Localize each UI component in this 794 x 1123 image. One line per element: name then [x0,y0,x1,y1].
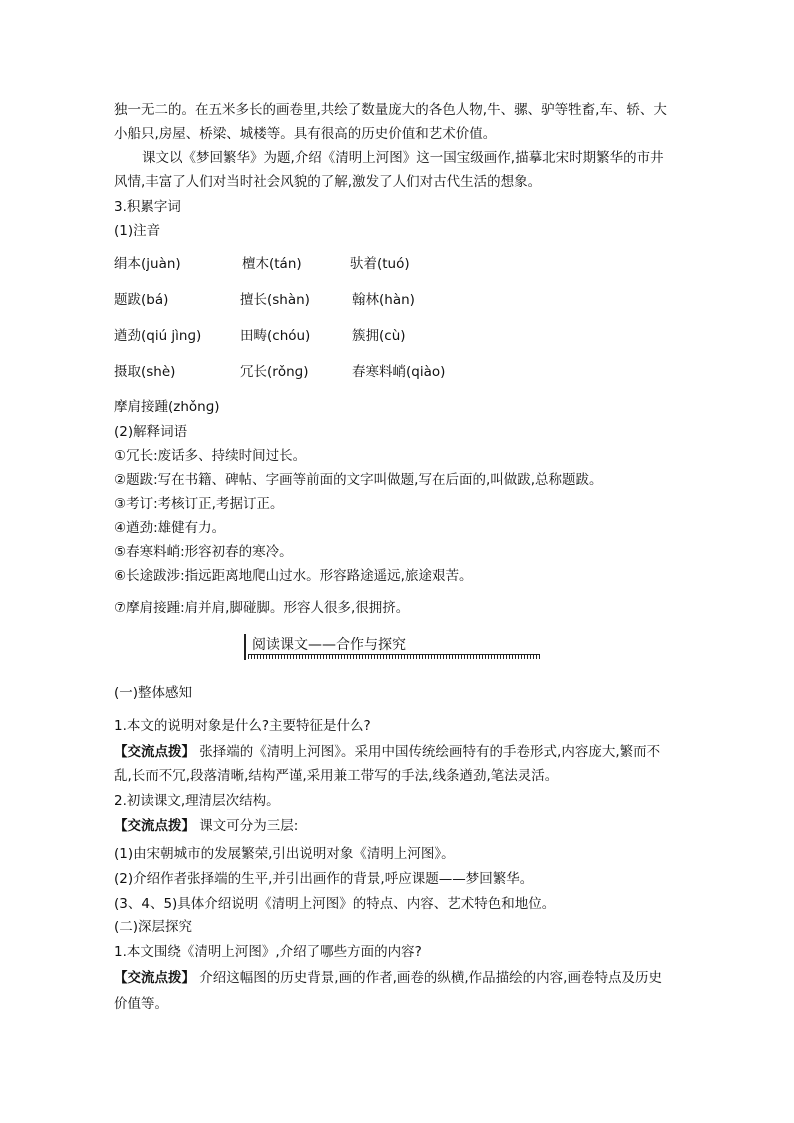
subsection-heading: (2)解释词语 [114,424,188,440]
structure-item: (3、4、5)具体介绍说明《清明上河图》的特点、内容、艺术特色和地位。 [114,896,556,912]
vocab-item: 檀木(tán) [242,256,302,272]
explanation-item: ⑤春寒料峭:形容初春的寒冷。 [114,544,293,560]
vocab-item: 冗长(rǒnɡ) [240,364,309,380]
section-heading: 3.积累字词 [114,199,181,215]
vocab-item: 遒劲(qiú jìnɡ) [114,328,202,344]
structure-item: (1)由宋朝城市的发展繁荣,引出说明对象《清明上河图》。 [114,846,455,862]
answer-line: 价值等。 [114,996,168,1012]
paragraph-line: 独一无二的。在五米多长的画卷里,共绘了数量庞大的各色人物,牛、骡、驴等牲畜,车、轿、大 [114,102,667,118]
answer-line: 乱,长而不冗,段落清晰,结构严谨,采用兼工带写的手法,线条遒劲,笔法灵活。 [114,768,559,784]
question: 1.本文的说明对象是什么?主要特征是什么? [114,718,371,734]
banner-underline [248,654,540,659]
explanation-item: ⑦摩肩接踵:肩并肩,脚碰脚。形容人很多,很拥挤。 [114,600,410,616]
discussion-tag: 【交流点拨】 [114,744,195,760]
discussion-tag: 【交流点拨】 [114,818,195,834]
question: 1.本文围绕《清明上河图》,介绍了哪些方面的内容? [114,944,422,960]
question: 2.初读课文,理清层次结构。 [114,793,280,809]
vocab-item: 翰林(hàn) [352,292,415,308]
answer-line [114,816,298,836]
vocab-item: 摩肩接踵(zhǒnɡ) [114,399,220,415]
explanation-item: ②题跋:写在书籍、碑帖、字画等前面的文字叫做题,写在后面的,叫做跋,总称题跋。 [114,472,603,488]
structure-item: (2)介绍作者张择端的生平,并引出画作的背景,呼应课题——梦回繁华。 [114,871,534,887]
subsection-heading: (1)注音 [114,223,161,239]
discussion-tag: 【交流点拨】 [114,970,195,986]
answer-text: 张择端的《清明上河图》。采用中国传统绘画特有的手卷形式,内容庞大,繁而不 [195,744,661,760]
paragraph-line: 风情,丰富了人们对当时社会风貌的了解,激发了人们对古代生活的想象。 [114,174,542,190]
banner-title: 阅读课文——合作与探究 [252,637,406,653]
vocab-item: 田畴(chóu) [240,328,311,344]
answer-text: 介绍这幅图的历史背景,画的作者,画卷的纵横,作品描绘的内容,画卷特点及历史 [195,970,662,986]
section-banner [244,634,542,660]
vocab-item: 簇拥(cù) [352,328,406,344]
answer-text: 课文可分为三层: [195,818,299,834]
vocab-item: 摄取(shè) [114,364,176,380]
vocab-item: 春寒料峭(qiào) [352,364,446,380]
explanation-item: ⑥长途跋涉:指远距离地爬山过水。形容路途遥远,旅途艰苦。 [114,568,473,584]
vocab-item: 绢本(juàn) [114,256,181,272]
vocab-item: 题跋(bá) [114,292,169,308]
banner-bar [244,634,246,660]
section-heading: (一)整体感知 [114,685,193,701]
explanation-item: ④遒劲:雄健有力。 [114,520,226,536]
vocab-item: 驮着(tuó) [350,256,410,272]
paragraph-line: 小船只,房屋、桥梁、城楼等。具有很高的历史价值和艺术价值。 [114,126,497,142]
section-heading: (二)深层探究 [114,919,193,935]
vocab-item: 擅长(shàn) [240,292,310,308]
paragraph-line: 课文以《梦回繁华》为题,介绍《清明上河图》这一国宝级画作,描摹北宋时期繁华的市井 [142,150,664,166]
answer-line [114,742,660,762]
answer-line [114,968,662,988]
explanation-item: ①冗长:废话多、持续时间过长。 [114,448,307,464]
explanation-item: ③考订:考核订正,考据订正。 [114,496,284,512]
